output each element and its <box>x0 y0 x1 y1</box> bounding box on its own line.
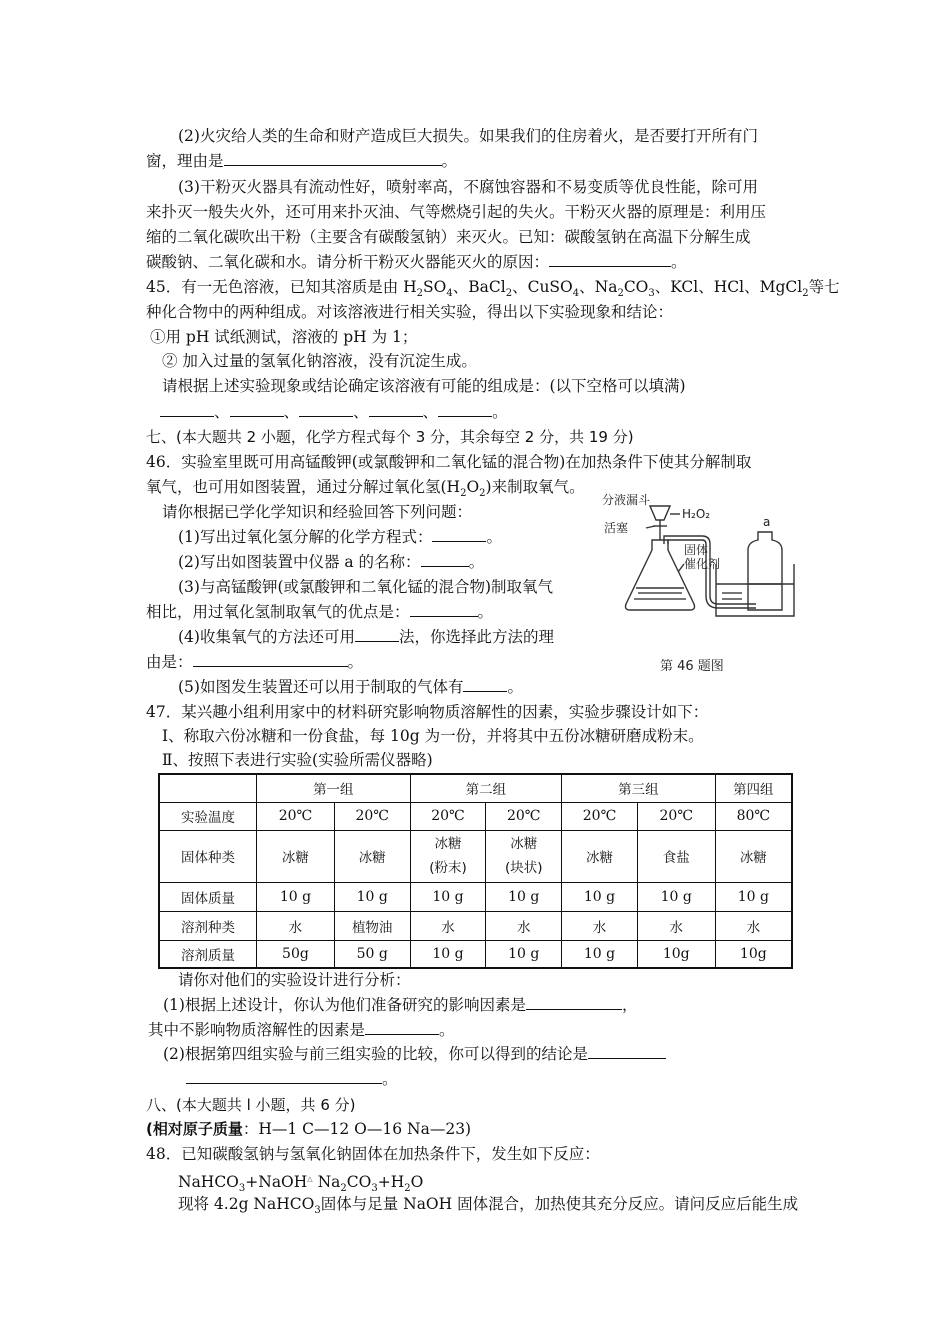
answer-blank[interactable] <box>410 601 478 617</box>
table-cell: 20℃ <box>257 802 335 830</box>
answer-blank[interactable] <box>299 401 353 417</box>
answer-blank[interactable] <box>193 651 348 667</box>
figure-caption: 第 46 题图 <box>660 659 724 674</box>
table-cell: 20℃ <box>562 802 638 830</box>
q47-a2-line2: 。 <box>186 1068 398 1090</box>
section-7-title: 七、(本大题共 2 小题，化学方程式每个 3 分，其余每空 2 分，共 19 分) <box>146 428 634 446</box>
table-cell: 10 g <box>410 882 486 911</box>
answer-blank[interactable] <box>365 1019 439 1035</box>
table-cell: 20℃ <box>637 802 715 830</box>
group-header: 第二组 <box>410 774 562 802</box>
table-cell: 水 <box>410 911 486 940</box>
answer-blank[interactable] <box>588 1043 666 1059</box>
q45-item2: ② 加入过量的氢氧化钠溶液，没有沉淀生成。 <box>162 352 477 370</box>
table-row <box>159 940 792 968</box>
q45-line2: 种化合物中的两种组成。对该溶液进行相关实验，得出以下实验现象和结论： <box>146 303 674 321</box>
table-cell: 10 g <box>562 882 638 911</box>
answer-blank[interactable] <box>438 401 492 417</box>
table-cell: 10 g <box>637 882 715 911</box>
table-cell: 水 <box>257 911 335 940</box>
q44-p3-line4: 碳酸钠、二氧化碳和水。请分析干粉灭火器能灭火的原因： 。 <box>146 253 687 271</box>
table-row <box>159 802 792 830</box>
table-cell: 冰糖 <box>334 830 410 882</box>
table-cell: 10 g <box>715 882 792 911</box>
table-row <box>159 882 792 911</box>
table-cell: 冰糖 <box>562 830 638 882</box>
table-cell: 20℃ <box>486 802 562 830</box>
q46-line1: 46．实验室里既可用高锰酸钾(或氯酸钾和二氧化锰的混合物)在加热条件下使其分解制取 <box>146 453 752 471</box>
table-cell: 植物油 <box>334 911 410 940</box>
group-header: 第三组 <box>562 774 716 802</box>
answer-blank[interactable] <box>463 676 507 692</box>
q44-p2-line2: 窗，理由是 。 <box>146 152 458 170</box>
q46-s3-line2: 相比，用过氧化氢制取氧气的优点是： 。 <box>146 603 494 621</box>
q46-apparatus-figure <box>598 492 798 674</box>
answer-blank[interactable] <box>224 150 442 166</box>
catalyst-label-1: 固体 <box>684 543 709 557</box>
table-row <box>159 830 792 882</box>
table-cell: 50 g <box>334 940 410 968</box>
q48-line3: 现将 4.2g NaHCO$_3$固体与足量 NaOH 固体混合，加热使其充分反应。请问反应后能生成 <box>178 1195 799 1217</box>
a-label: a <box>763 515 771 529</box>
table-cell: 20℃ <box>334 802 410 830</box>
q45-ask: 请根据上述实验现象或结论确定该溶液有可能的组成是：(以下空格可以填满) <box>162 377 686 395</box>
table-cell: 冰糖 <box>715 830 792 882</box>
table-cell: 冰糖 (粉末) <box>410 830 486 882</box>
row-label: 固体质量 <box>159 882 257 911</box>
table-cell: 10g <box>637 940 715 968</box>
table-cell: 80℃ <box>715 802 792 830</box>
q46-s2: (2)写出如图装置中仪器 a 的名称： 。 <box>178 553 485 571</box>
catalyst-label-2: 催化剂 <box>684 557 721 571</box>
table-cell: 10 g <box>562 940 638 968</box>
q47-a1-line2: 其中不影响物质溶解性的因素是 。 <box>148 1021 455 1039</box>
q45-blanks: 、 、 、 、 。 <box>160 401 508 423</box>
q47-step1: Ⅰ、称取六份冰糖和一份食盐，每 10g 为一份，并将其中五份冰糖研磨成粉末。 <box>162 727 704 745</box>
q44-p2-line1: (2)火灾给人类的生命和财产造成巨大损失。如果我们的住房着火，是否要打开所有门 <box>178 127 758 145</box>
q45-item1: ①用 pH 试纸测试，溶液的 pH 为 1； <box>150 328 418 346</box>
table-cell: 水 <box>486 911 562 940</box>
answer-blank[interactable] <box>421 551 469 567</box>
section-8-title: 八、(本大题共 l 小题，共 6 分) <box>146 1096 356 1114</box>
q46-s4-line1: (4)收集氧气的方法还可用 法，你选择此方法的理 <box>178 628 554 646</box>
q47-analyze: 请你对他们的实验设计进行分析： <box>178 971 411 989</box>
q44-p3-line3: 缩的二氧化碳吹出干粉（主要含有碳酸氢钠）来灭火。已知：碳酸氢钠在高温下分解生成 <box>146 228 751 246</box>
gas-collecting-bottle <box>748 532 782 610</box>
answer-blank[interactable] <box>160 401 214 417</box>
stopcock-label: 活塞 <box>604 521 629 535</box>
q47-line1: 47．某兴趣小组利用家中的材料研究影响物质溶解性的因素，实验步骤设计如下： <box>146 703 709 721</box>
row-label: 固体种类 <box>159 830 257 882</box>
funnel-body <box>650 506 670 520</box>
apparatus-drawing <box>598 492 798 674</box>
q46-ask: 请你根据已学化学知识和经验回答下列问题： <box>162 503 473 521</box>
group-header: 第四组 <box>715 774 792 802</box>
row-label: 溶剂种类 <box>159 911 257 940</box>
table-cell: 冰糖 <box>257 830 335 882</box>
table-corner-cell <box>159 774 257 802</box>
table-row <box>159 911 792 940</box>
q46-s5: (5)如图发生装置还可以用于制取的气体有 。 <box>178 678 523 696</box>
q44-p3-line2: 来扑灭一般失火外，还可用来扑灭油、气等燃烧引起的失火。干粉灭火器的原理是：利用压 <box>146 203 767 221</box>
q47-a2-line1: (2)根据第四组实验与前三组实验的比较，你可以得到的结论是 <box>163 1043 666 1065</box>
table-cell: 20℃ <box>410 802 486 830</box>
table-cell: 10 g <box>410 940 486 968</box>
table-cell: 水 <box>637 911 715 940</box>
q48-equation: NaHCO$_3$+NaOH△ $Na_2CO_3+H_2O$ <box>178 1173 424 1195</box>
q46-line2: 氧气，也可用如图装置，通过分解过氧化氢$(H_2O_2)$来制取氧气。 <box>146 478 585 500</box>
table-cell: 10 g <box>486 882 562 911</box>
atomic-masses: (相对原子质量：H—1 C—12 O—16 Na—23) <box>146 1120 472 1138</box>
answer-blank[interactable] <box>432 526 486 542</box>
row-label: 实验温度 <box>159 802 257 830</box>
q44-p3-line1: (3)干粉灭火器具有流动性好，喷射率高，不腐蚀容器和不易变质等优良性能，除可用 <box>178 178 758 196</box>
q46-s1: (1)写出过氧化氢分解的化学方程式： 。 <box>178 528 502 546</box>
table-header-row <box>159 774 792 802</box>
q46-s3-line1: (3)与高锰酸钾(或氯酸钾和二氧化锰的混合物)制取氧气 <box>178 578 554 596</box>
funnel-label: 分液漏斗 <box>602 493 651 507</box>
answer-blank[interactable] <box>355 626 399 642</box>
table-cell: 10 g <box>486 940 562 968</box>
table-cell: 10g <box>715 940 792 968</box>
table-cell: 水 <box>715 911 792 940</box>
table-cell: 50g <box>257 940 335 968</box>
q46-s4-line2: 由是： 。 <box>146 653 364 671</box>
q47-step2: Ⅱ、按照下表进行实验(实验所需仪器略) <box>162 751 433 769</box>
row-label: 溶剂质量 <box>159 940 257 968</box>
group-header: 第一组 <box>257 774 411 802</box>
answer-blank[interactable] <box>186 1068 382 1084</box>
table-cell: 冰糖 (块状) <box>486 830 562 882</box>
answer-blank[interactable] <box>549 251 671 267</box>
q47-a1-line1: (1)根据上述设计，你认为他们准备研究的影响因素是 ， <box>163 996 638 1014</box>
table-cell: 10 g <box>334 882 410 911</box>
q48-line1: 48．已知碳酸氢钠与氢氧化钠固体在加热条件下，发生如下反应： <box>146 1145 600 1163</box>
answer-blank[interactable] <box>230 401 284 417</box>
table-cell: 10 g <box>257 882 335 911</box>
experiment-table <box>158 773 793 969</box>
table-cell: 水 <box>562 911 638 940</box>
answer-blank[interactable] <box>526 994 622 1010</box>
answer-blank[interactable] <box>369 401 423 417</box>
h2o2-label: H₂O₂ <box>682 507 711 521</box>
q45-line1: 45．有一无色溶液，已知其溶质是由 $H_2SO_4$、BaCl$_2$、CuSO$_4$、$Na_2CO_3$、KCl、HCl、MgCl$_2$等七 <box>146 278 840 300</box>
table-cell: 食盐 <box>637 830 715 882</box>
